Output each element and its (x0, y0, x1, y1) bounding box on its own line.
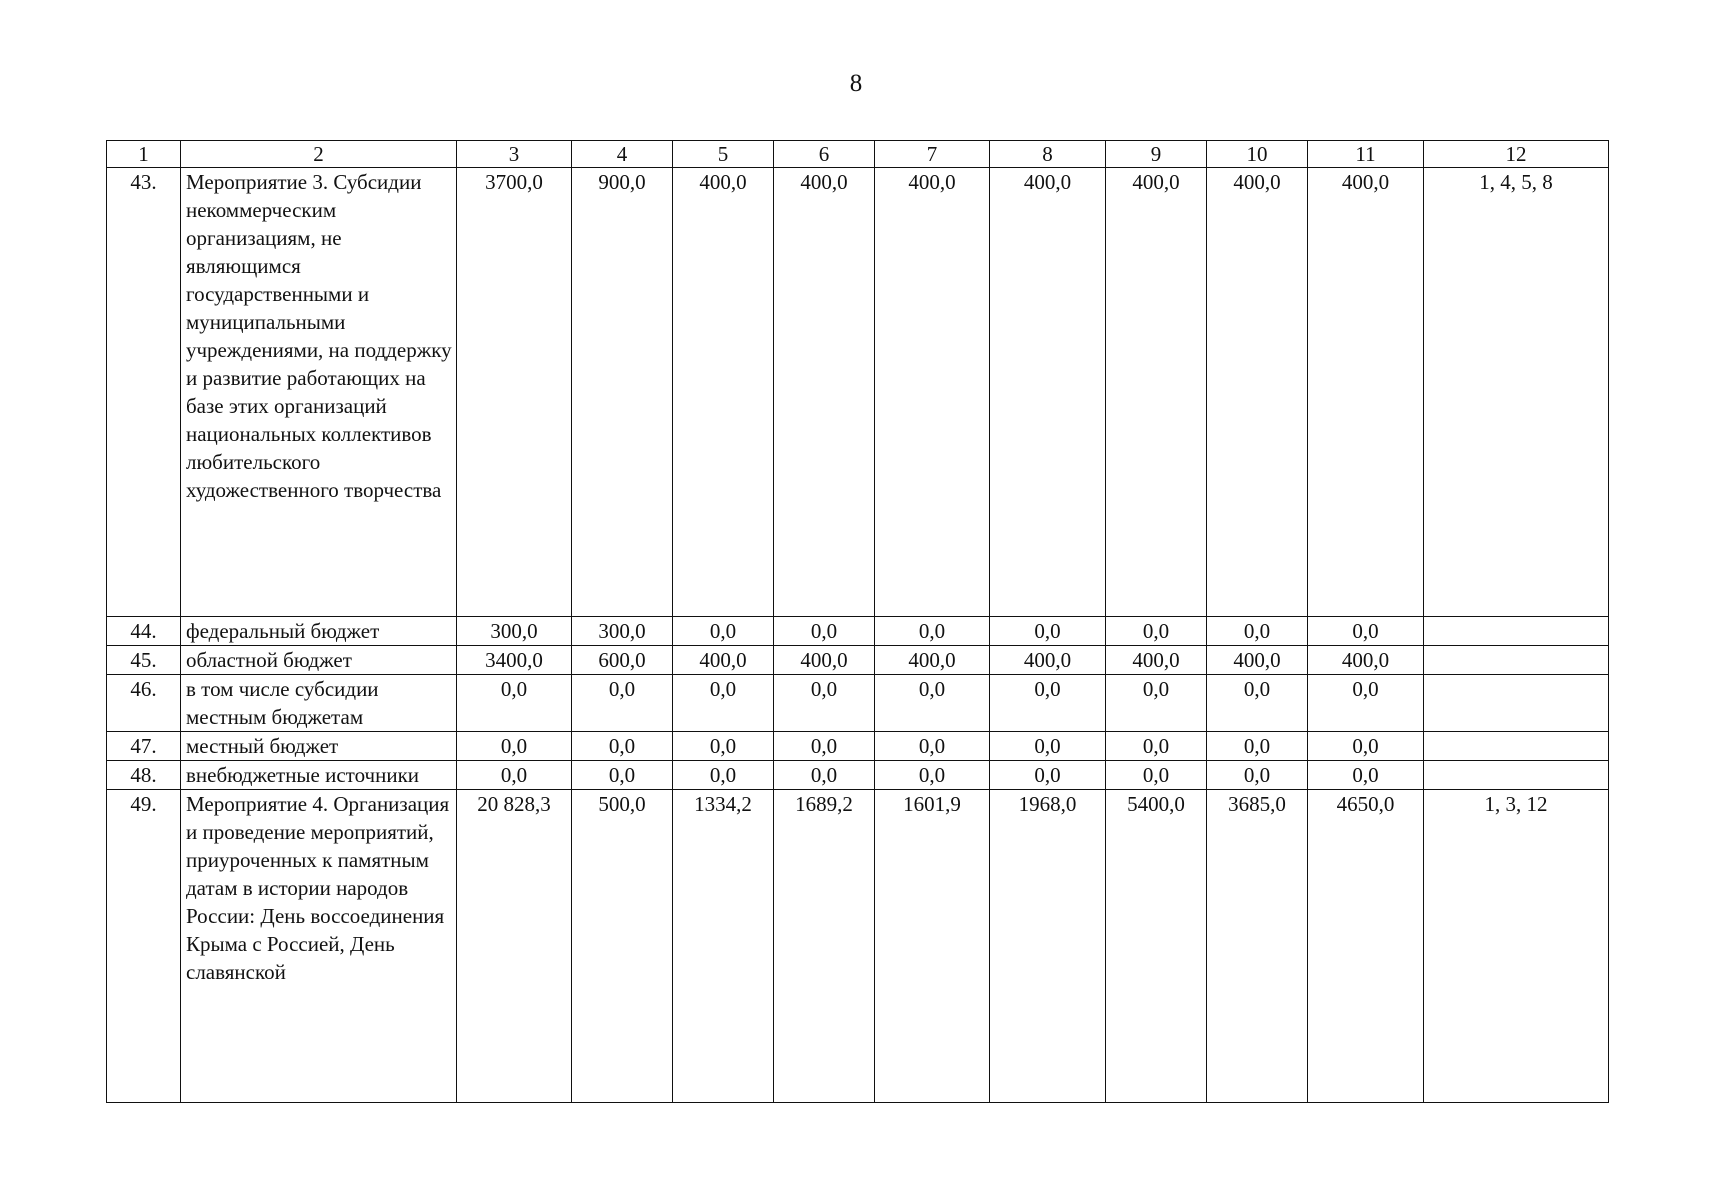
table-cell: 500,0 (572, 790, 673, 1103)
table-row (107, 675, 1609, 732)
table-cell: 0,0 (1207, 761, 1308, 790)
table-row (107, 761, 1609, 790)
table-cell: 400,0 (1106, 168, 1207, 617)
table-cell: 300,0 (572, 617, 673, 646)
column-header: 7 (875, 141, 990, 168)
table-cell (1424, 646, 1609, 675)
table-cell: 400,0 (1207, 646, 1308, 675)
column-header: 11 (1308, 141, 1424, 168)
table-cell: 400,0 (875, 168, 990, 617)
table-row (107, 168, 1609, 617)
table-cell: 0,0 (990, 617, 1106, 646)
table-row (107, 617, 1609, 646)
table-cell: 0,0 (673, 617, 774, 646)
table-cell: 1334,2 (673, 790, 774, 1103)
table-cell: 0,0 (1308, 761, 1424, 790)
table-cell: 0,0 (875, 732, 990, 761)
column-header: 1 (107, 141, 181, 168)
row-number: 46. (107, 675, 181, 732)
table-cell: 0,0 (457, 732, 572, 761)
table-cell: 0,0 (990, 675, 1106, 732)
table-cell: 1689,2 (774, 790, 875, 1103)
table-cell (1424, 617, 1609, 646)
table-cell: 0,0 (774, 617, 875, 646)
table-cell: 400,0 (1308, 168, 1424, 617)
table-cell: 0,0 (990, 732, 1106, 761)
row-name: в том числе субсидии местным бюджетам (181, 675, 457, 732)
table-cell (1424, 761, 1609, 790)
table-cell: 20 828,3 (457, 790, 572, 1103)
column-header: 12 (1424, 141, 1609, 168)
table-cell: 1, 3, 12 (1424, 790, 1609, 1103)
table-row (107, 646, 1609, 675)
column-header: 8 (990, 141, 1106, 168)
row-name: федеральный бюджет (181, 617, 457, 646)
table-cell: 0,0 (1308, 617, 1424, 646)
table-cell: 0,0 (673, 675, 774, 732)
table-cell: 1, 4, 5, 8 (1424, 168, 1609, 617)
table-cell: 0,0 (457, 675, 572, 732)
budget-table (106, 140, 1609, 1103)
row-number: 47. (107, 732, 181, 761)
page-number: 8 (849, 70, 863, 97)
table-cell: 400,0 (875, 646, 990, 675)
table-row (107, 790, 1609, 1103)
table-cell: 0,0 (1308, 732, 1424, 761)
table-cell: 400,0 (774, 168, 875, 617)
table-cell: 0,0 (572, 732, 673, 761)
table-cell: 0,0 (1106, 675, 1207, 732)
table-cell: 300,0 (457, 617, 572, 646)
table-cell: 0,0 (673, 761, 774, 790)
table-cell (1424, 732, 1609, 761)
table-cell: 0,0 (1106, 761, 1207, 790)
row-name: областной бюджет (181, 646, 457, 675)
row-number: 48. (107, 761, 181, 790)
table-cell: 0,0 (875, 617, 990, 646)
table-cell: 0,0 (1207, 675, 1308, 732)
table-cell: 0,0 (774, 732, 875, 761)
table-cell: 3400,0 (457, 646, 572, 675)
row-name: внебюджетные источники (181, 761, 457, 790)
table-cell: 400,0 (1308, 646, 1424, 675)
table-cell: 400,0 (673, 168, 774, 617)
table-header-row (107, 141, 1609, 168)
table-cell: 0,0 (875, 675, 990, 732)
table-cell: 0,0 (1308, 675, 1424, 732)
table-cell: 0,0 (1207, 732, 1308, 761)
table-cell: 0,0 (774, 761, 875, 790)
table-cell: 0,0 (572, 675, 673, 732)
row-number: 44. (107, 617, 181, 646)
table-cell: 4650,0 (1308, 790, 1424, 1103)
table-cell: 3685,0 (1207, 790, 1308, 1103)
column-header: 9 (1106, 141, 1207, 168)
column-header: 10 (1207, 141, 1308, 168)
column-header: 3 (457, 141, 572, 168)
table-cell: 0,0 (1207, 617, 1308, 646)
table-cell: 0,0 (572, 761, 673, 790)
column-header: 4 (572, 141, 673, 168)
table-cell: 0,0 (673, 732, 774, 761)
row-name: Мероприятие 3. Субсидии некоммерческим организациям, не являющимся государственными и муниципальными учреждениями, на поддержку и развитие работающих на базе этих организаций национальных коллективов любительского художественного творчества (181, 168, 457, 617)
row-number: 49. (107, 790, 181, 1103)
table-cell: 3700,0 (457, 168, 572, 617)
table-cell: 0,0 (774, 675, 875, 732)
table-cell: 400,0 (1106, 646, 1207, 675)
row-name: местный бюджет (181, 732, 457, 761)
column-header: 6 (774, 141, 875, 168)
table-cell: 400,0 (990, 646, 1106, 675)
table-cell: 0,0 (990, 761, 1106, 790)
table-cell: 900,0 (572, 168, 673, 617)
column-header: 5 (673, 141, 774, 168)
table-cell: 1968,0 (990, 790, 1106, 1103)
table-cell: 0,0 (1106, 732, 1207, 761)
table-cell (1424, 675, 1609, 732)
row-name: Мероприятие 4. Организация и проведение мероприятий, приуроченных к памятным датам в истории народов России: День воссоединения Крыма с Россией, День славянской (181, 790, 457, 1103)
table-cell: 0,0 (1106, 617, 1207, 646)
table-cell: 400,0 (774, 646, 875, 675)
row-number: 45. (107, 646, 181, 675)
table-cell: 400,0 (1207, 168, 1308, 617)
table-row (107, 732, 1609, 761)
row-number: 43. (107, 168, 181, 617)
table-cell: 0,0 (457, 761, 572, 790)
table-cell: 600,0 (572, 646, 673, 675)
table-cell: 1601,9 (875, 790, 990, 1103)
table-cell: 5400,0 (1106, 790, 1207, 1103)
table-cell: 400,0 (673, 646, 774, 675)
table-cell: 0,0 (875, 761, 990, 790)
table-cell: 400,0 (990, 168, 1106, 617)
column-header: 2 (181, 141, 457, 168)
